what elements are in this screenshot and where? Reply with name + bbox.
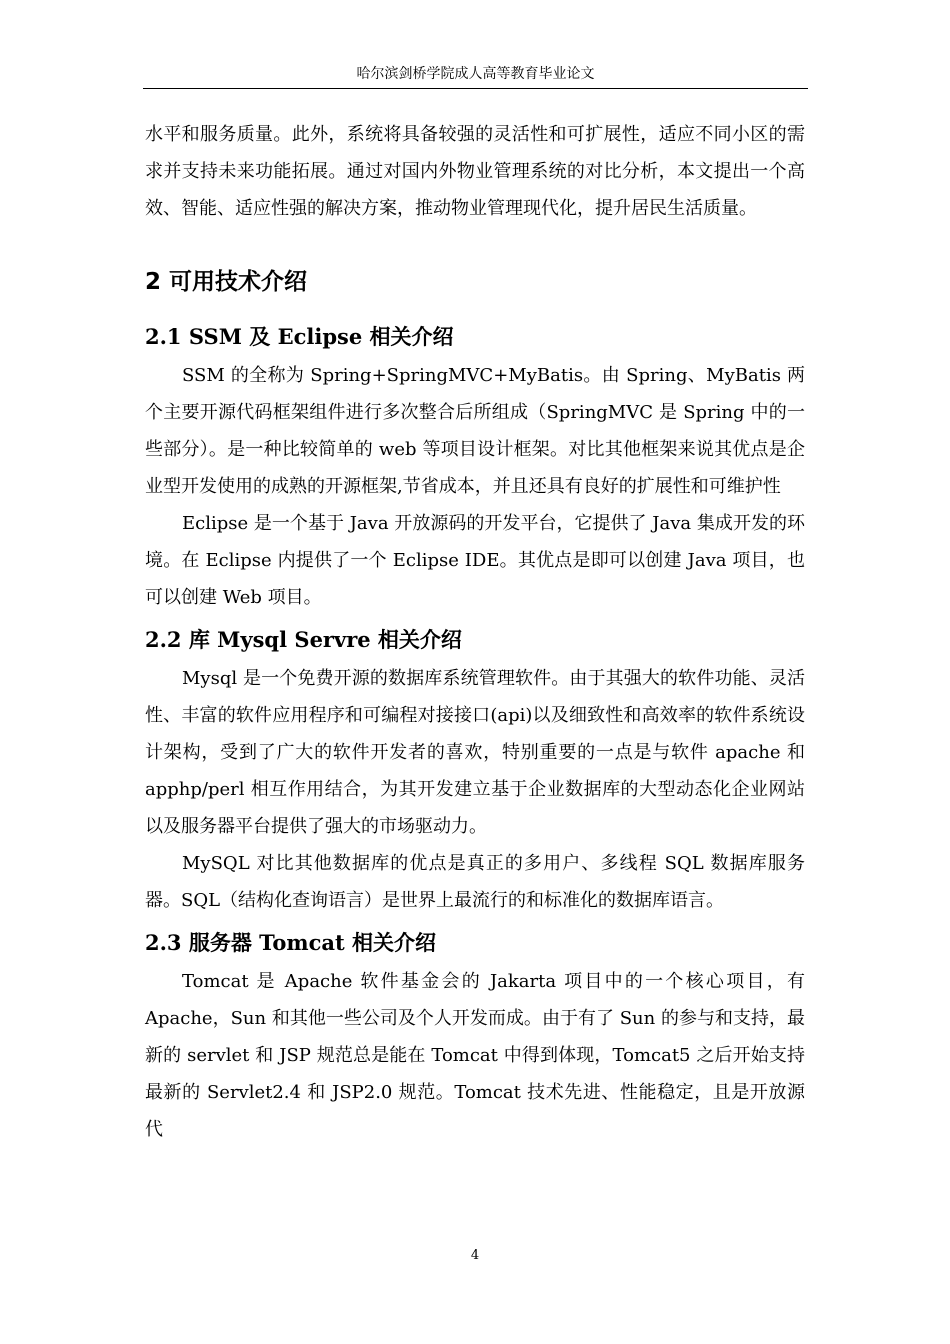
section-heading-2-1: 2.1 SSM 及 Eclipse 相关介绍 [145,324,454,349]
section-heading-2-3: 2.3 服务器 Tomcat 相关介绍 [145,930,437,955]
paper-body [145,116,805,1148]
intro-paragraph: 水平和服务质量。此外，系统将具备较强的灵活性和可扩展性，适应不同小区的需求并支持未来功能拓展。通过对国内外物业管理系统的对比分析，本文提出一个高效、智能、适应性强的解决方案，推动物业管理现代化，提升居民生活质量。 [145,124,805,219]
page-number: 4 [470,1248,480,1263]
chapter-heading: 2 可用技术介绍 [145,269,308,295]
section-2-1-paragraph-1: SSM 的全称为 Spring+SpringMVC+MyBatis。由 Spring、MyBatis 两个主要开源代码框架组件进行多次整合后所组成（SpringMVC 是 Spring 中的一些部分）。是一种比较简单的 web 等项目设计框架。对比其他框架来说其优点是企业型开发使用的成熟的开源框架,节省成本，并且还具有良好的扩展性和可维护性 [145,365,805,497]
section-2-1-paragraph-2: Eclipse 是一个基于 Java 开放源码的开发平台，它提供了 Java 集成开发的环境。在 Eclipse 内提供了一个 Eclipse IDE。其优点是即可以创建 Java 项目，也可以创建 Web 项目。 [145,513,805,608]
section-heading-2-2: 2.2 库 Mysql Servre 相关介绍 [145,627,462,652]
section-2-3-paragraph-1: Tomcat 是 Apache 软件基金会的 Jakarta 项目中的一个核心项目，有 Apache，Sun 和其他一些公司及个人开发而成。由于有了 Sun 的参与和支持，最新的 servlet 和 JSP 规范总是能在 Tomcat 中得到体现，Tomcat5 之后开始支持最新的 Servlet2.4 和 JSP2.0 规范。Tomcat 技术先进、性能稳定，且是开放源代 [145,971,805,1140]
section-2-2-paragraph-1: Mysql 是一个免费开源的数据库系统管理软件。由于其强大的软件功能、灵活性、丰富的软件应用程序和可编程对接接口(api)以及细致性和高效率的软件系统设计架构，受到了广大的软件开发者的喜欢，特别重要的一点是与软件 apache 和 apphp/perl 相互作用结合，为其开发建立基于企业数据库的大型动态化企业网站以及服务器平台提供了强大的市场驱动力。 [145,668,805,837]
section-2-2-paragraph-2: MySQL 对比其他数据库的优点是真正的多用户、多线程 SQL 数据库服务器。SQL（结构化查询语言）是世界上最流行的和标准化的数据库语言。 [145,853,805,911]
page-header: 哈尔滨剑桥学院成人高等教育毕业论文 [143,64,808,89]
